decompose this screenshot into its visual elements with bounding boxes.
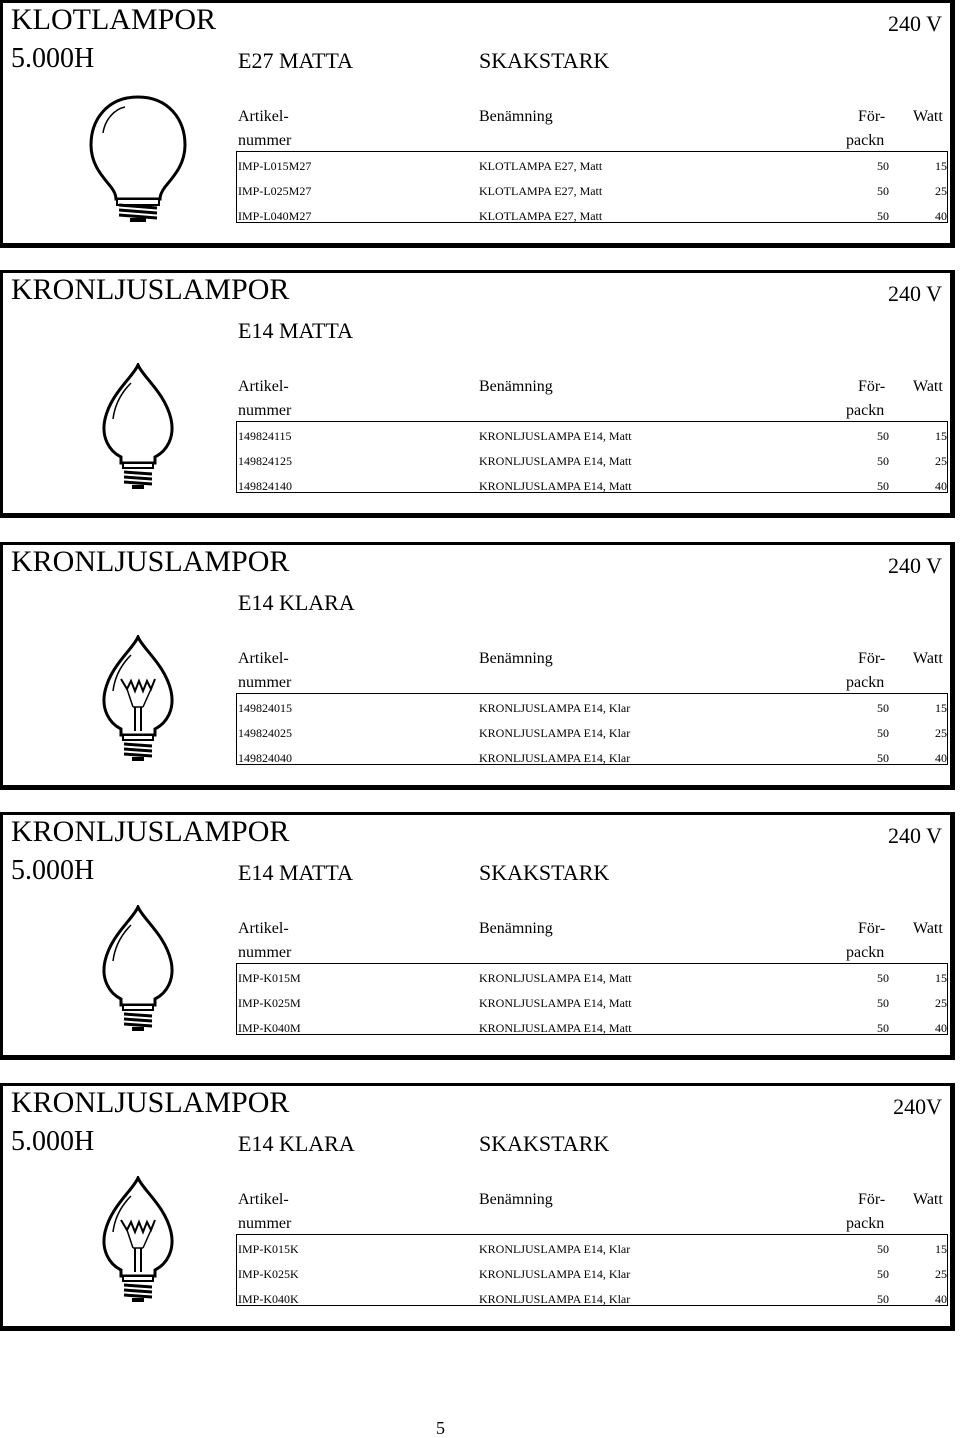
candle-bulb-clear-icon [83, 1176, 193, 1306]
cell-watt: 25 [935, 184, 947, 198]
cell-forpackning: 50 [877, 701, 889, 715]
table-rule [236, 1234, 948, 1235]
header-packn: packn [846, 1215, 885, 1232]
section-title: KRONLJUSLAMPOR [11, 273, 290, 306]
header-nummer: nummer [238, 674, 292, 691]
product-section [0, 1083, 955, 1331]
header-nummer: nummer [238, 132, 292, 149]
header-watt: Watt [913, 108, 943, 125]
cell-artikelnummer: 149824015 [238, 701, 292, 715]
socket-type-label: E14 KLARA [238, 1131, 355, 1156]
header-benamning: Benämning [479, 1191, 553, 1208]
cell-forpackning: 50 [877, 209, 889, 223]
section-title: KLOTLAMPOR [11, 3, 217, 36]
cell-artikelnummer: IMP-K025K [238, 1267, 299, 1281]
cell-benamning: KLOTLAMPA E27, Matt [479, 184, 603, 198]
table-rule [236, 421, 237, 492]
candle-bulb-clear-icon [83, 635, 193, 765]
header-benamning: Benämning [479, 650, 553, 667]
header-artikel: Artikel- [238, 1191, 289, 1208]
cell-benamning: KRONLJUSLAMPA E14, Matt [479, 454, 632, 468]
header-for: För- [858, 378, 886, 395]
cell-watt: 15 [935, 971, 947, 985]
header-benamning: Benämning [479, 920, 553, 937]
table-rule [236, 963, 237, 1034]
socket-type-label: E27 MATTA [238, 48, 353, 73]
header-nummer: nummer [238, 402, 292, 419]
cell-watt: 40 [935, 1292, 947, 1306]
product-section [0, 542, 955, 790]
table-rule [947, 963, 948, 1034]
product-section [0, 812, 955, 1060]
cell-artikelnummer: IMP-L015M27 [238, 159, 312, 173]
header-nummer: nummer [238, 944, 292, 961]
cell-artikelnummer: 149824125 [238, 454, 292, 468]
cell-benamning: KRONLJUSLAMPA E14, Klar [479, 701, 631, 715]
voltage-label: 240 V [888, 281, 942, 306]
table-rule [236, 421, 948, 422]
section-title: KRONLJUSLAMPOR [11, 815, 290, 848]
cell-artikelnummer: IMP-L040M27 [238, 209, 312, 223]
cell-benamning: KRONLJUSLAMPA E14, Klar [479, 751, 631, 765]
cell-watt: 25 [935, 726, 947, 740]
table-rule [947, 693, 948, 764]
cell-watt: 15 [935, 429, 947, 443]
table-rule [236, 693, 948, 694]
table-rule [236, 1234, 237, 1305]
header-watt: Watt [913, 650, 943, 667]
candle-bulb-matte-icon [83, 363, 193, 493]
cell-watt: 15 [935, 159, 947, 173]
section-title: KRONLJUSLAMPOR [11, 545, 290, 578]
header-packn: packn [846, 674, 885, 691]
table-rule [236, 963, 948, 964]
header-benamning: Benämning [479, 108, 553, 125]
cell-forpackning: 50 [877, 429, 889, 443]
voltage-label: 240V [893, 1094, 942, 1119]
header-artikel: Artikel- [238, 108, 289, 125]
header-packn: packn [846, 944, 885, 961]
cell-forpackning: 50 [877, 1267, 889, 1281]
voltage-label: 240 V [888, 553, 942, 578]
header-benamning: Benämning [479, 378, 553, 395]
header-artikel: Artikel- [238, 378, 289, 395]
globe-bulb-icon [83, 93, 193, 223]
header-packn: packn [846, 402, 885, 419]
cell-benamning: KLOTLAMPA E27, Matt [479, 209, 603, 223]
cell-artikelnummer: IMP-K040M [238, 1021, 301, 1035]
header-artikel: Artikel- [238, 650, 289, 667]
section-title: KRONLJUSLAMPOR [11, 1086, 290, 1119]
header-packn: packn [846, 132, 885, 149]
cell-forpackning: 50 [877, 751, 889, 765]
cell-artikelnummer: IMP-K025M [238, 996, 301, 1010]
header-nummer: nummer [238, 1215, 292, 1232]
cell-artikelnummer: IMP-L025M27 [238, 184, 312, 198]
table-rule [236, 151, 237, 222]
cell-benamning: KRONLJUSLAMPA E14, Klar [479, 1242, 631, 1256]
header-watt: Watt [913, 1191, 943, 1208]
cell-watt: 25 [935, 1267, 947, 1281]
cell-forpackning: 50 [877, 454, 889, 468]
cell-forpackning: 50 [877, 1242, 889, 1256]
lifetime-label: 5.000H [11, 43, 95, 74]
cell-forpackning: 50 [877, 1292, 889, 1306]
cell-benamning: KRONLJUSLAMPA E14, Klar [479, 1267, 631, 1281]
cell-watt: 40 [935, 209, 947, 223]
cell-benamning: KRONLJUSLAMPA E14, Matt [479, 479, 632, 493]
cell-forpackning: 50 [877, 159, 889, 173]
cell-benamning: KRONLJUSLAMPA E14, Matt [479, 429, 632, 443]
cell-artikelnummer: IMP-K040K [238, 1292, 299, 1306]
shock-resistant-label: SKAKSTARK [479, 48, 610, 73]
table-rule [236, 151, 948, 152]
cell-watt: 15 [935, 1242, 947, 1256]
cell-watt: 15 [935, 701, 947, 715]
cell-forpackning: 50 [877, 726, 889, 740]
table-rule [236, 693, 237, 764]
product-section [0, 270, 955, 518]
cell-forpackning: 50 [877, 996, 889, 1010]
cell-artikelnummer: 149824140 [238, 479, 292, 493]
cell-forpackning: 50 [877, 479, 889, 493]
cell-benamning: KLOTLAMPA E27, Matt [479, 159, 603, 173]
cell-forpackning: 50 [877, 1021, 889, 1035]
cell-artikelnummer: 149824040 [238, 751, 292, 765]
socket-type-label: E14 MATTA [238, 318, 353, 343]
header-artikel: Artikel- [238, 920, 289, 937]
socket-type-label: E14 MATTA [238, 860, 353, 885]
cell-forpackning: 50 [877, 184, 889, 198]
cell-artikelnummer: 149824025 [238, 726, 292, 740]
header-watt: Watt [913, 378, 943, 395]
table-rule [947, 1234, 948, 1305]
page-number: 5 [436, 1418, 445, 1438]
lifetime-label: 5.000H [11, 855, 95, 886]
cell-benamning: KRONLJUSLAMPA E14, Matt [479, 996, 632, 1010]
cell-watt: 40 [935, 751, 947, 765]
cell-watt: 25 [935, 454, 947, 468]
cell-benamning: KRONLJUSLAMPA E14, Matt [479, 1021, 632, 1035]
cell-artikelnummer: IMP-K015K [238, 1242, 299, 1256]
cell-forpackning: 50 [877, 971, 889, 985]
candle-bulb-matte-icon [83, 905, 193, 1035]
cell-benamning: KRONLJUSLAMPA E14, Klar [479, 726, 631, 740]
header-watt: Watt [913, 920, 943, 937]
cell-benamning: KRONLJUSLAMPA E14, Matt [479, 971, 632, 985]
table-rule [947, 151, 948, 222]
cell-watt: 40 [935, 1021, 947, 1035]
table-rule [947, 421, 948, 492]
shock-resistant-label: SKAKSTARK [479, 860, 610, 885]
header-for: För- [858, 650, 886, 667]
cell-benamning: KRONLJUSLAMPA E14, Klar [479, 1292, 631, 1306]
cell-artikelnummer: IMP-K015M [238, 971, 301, 985]
cell-watt: 40 [935, 479, 947, 493]
header-for: För- [858, 920, 886, 937]
shock-resistant-label: SKAKSTARK [479, 1131, 610, 1156]
cell-watt: 25 [935, 996, 947, 1010]
socket-type-label: E14 KLARA [238, 590, 355, 615]
header-for: För- [858, 108, 886, 125]
lifetime-label: 5.000H [11, 1126, 95, 1157]
product-section [0, 0, 955, 248]
voltage-label: 240 V [888, 823, 942, 848]
cell-artikelnummer: 149824115 [238, 429, 292, 443]
voltage-label: 240 V [888, 11, 942, 36]
header-for: För- [858, 1191, 886, 1208]
